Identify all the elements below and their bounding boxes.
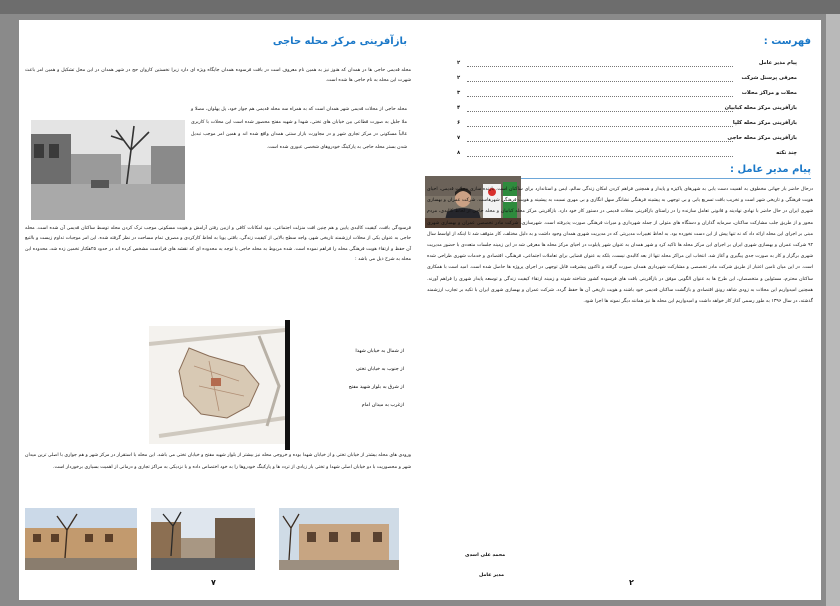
toc-item-page: ۲ [457, 75, 461, 81]
street-photo-1 [31, 120, 185, 220]
boundary-item: ازغرب به میدان امام [361, 402, 404, 408]
toc-item-page: ۶ [457, 120, 461, 126]
toc-item[interactable] [457, 105, 797, 117]
message-title-underline [517, 178, 811, 179]
toc-item-label: بازآفرینی مرکز محله کلپا [732, 120, 797, 126]
signature-name: محمد علی اسدی [465, 552, 506, 558]
toc-item-label: محلات و مراکز محلات [741, 90, 797, 96]
map-divider-bar [285, 320, 290, 450]
toc-item-label: معرفی پرسنل شرکت [741, 75, 797, 81]
vertical-scrollbar[interactable] [826, 14, 840, 606]
toc-item[interactable] [457, 75, 797, 87]
street-photo-2 [25, 508, 137, 570]
boundary-item: از شرق به بلوار شهید مفتح [348, 384, 404, 390]
paragraph-middle: فرسودگی بافت، کیفیت کالبدی پایین و هم چنین افت منزلت اجتماعی، نبود امکانات کافی و ازبین رفتن آرامش و هویت مسکونی موجب ترک کردن محله توسط ساکنان قدیمی آن شده است. محله حاجی به عنوان یکی از محلات ارزشمند تاریخی شهر، واجد سطح بالایی از کیفیت زندگی، بافتی پویا به لحاظ کارکردی و مصرف تمام مساحت در نظر گرفته شده. این امر موجبات تداوم زیست و بالتبع آن حفظ و ارتقاء هویت فرهنگی محله را فراهم نموده است. شده مربوط به محله حاجی با توجه به محدوده ای که نقشه های فرادست مشخص کرده اند در حدود ۲۵هکتار تخمین زده شد، محدوده این محله به شرح ذیل می باشد : [25, 226, 412, 263]
toc-item[interactable] [457, 150, 797, 162]
toc-item[interactable] [457, 60, 797, 72]
viewer-topbar [0, 0, 840, 14]
message-body: درحال حاضر بار جهانی مخطوف به اهمیت دست یابی به شهرهای پاکیزه و پایدار و همچنین فراهم کردن امکان زندگی سالم، ایمن و استاندارد برای ساکنان است. بازنده سازی محلات قدیمی، احیای هویت فرهنگی و تاریخی شهر است و تخریب بافت تسریع یابی و بی توجهی به پیشینه فرهنگی نشانگر سهل انگاری و بی مهری نسبت به پیشینه و هویت فرهنگی شهرهاست. شرکت عمران و بهسازی شهری ایران در حال حاضر با نهادی نهادینه و قانونی تعامل سازنده را در راستای بازآفرینی محلات قدیمی در دستور کار خود دارد. بازآفرینی مرکز محله کبابیان و محله حاجی از لحاظ کالبدی، مردم محور و از طریق جلب مشارکت ساکنان، سرمایه گذاران و دستگاه های متولی از جمله شهرداری و میراث فرهنگی صورت پذیرفته است. شهرسازی، شرکت مادر تخصصی عمران و بهسازی شهری مبنی بر اجرای این محله ارائه داد که نه تنها پیش از این دست نخورده بود. به لحاظ تغییرات مدیریتی که در مدیریت شهری همدان وجود داشت و به دلیل مختلف، کار متوقف شد تا اینکه از اواسط سال ۹۲ شرکت عمران و بهسازی شهری ایران بر اجرای این مرکز محله ها تاکید کرد و شهر همدان به عنوان شهر پایلوت در احیای مرکز محله ها معرفی شد در این زمینه جلسات متعددی با حضور مدیریت شهری برگزار و کار به صورت جدی پیگیری و آغاز شد. انتخاب این مراکز محله تنها از بعد کالبدی نیست، بلکه به عنوان فضایی برای تعاملات اجتماعی، فرهنگی، اقتصادی و خدمات شهری طراحی شده است. در این میان تامین اعتبار از طریق شرکت مادر تخصصی و مشارکت شهرداری همدان صورت گرفته و تاکنون پیشرفت قابل توجهی در اجرای پروژه ها حاصل شده است. امید است با همکاری ساکنان محترم، مسئولین و متخصصان، این طرح ها به عنوان الگویی موفق در بازآفرینی بافت های فرسوده کشور شناخته شوند و زمینه ارتقاء کیفیت زندگی و توسعه پایدار شهری را فراهم آورند. همچنین امیدواریم این محلات به زودی شاهد رونق اقتصادی و بازگشت ساکنان قدیمی خود باشند و هویت تاریخی آن ها حفظ گردد. شرکت عمران و بهسازی شهری ایران با تکیه بر تجارب ارزشمند گذشته، در سال ۱۳۹۶ به طور رسمی آغاز کار خواهد داشت و امیدواریم این محله ها نیز همانند دیگر نمونه ها اجرا شود. [427, 187, 813, 305]
toc-item[interactable] [457, 135, 797, 147]
paragraph-bottom: ورودی های محله بیشتر از خیابان تختی و از خیابان شهدا بوده و خروجی محله نیز بیشتر از بلوار شهید مفتح و خیابان تختی می باشد. این محله با استقرار در مرکز شهر و هم جواری با اصلی ترین میدان شهر و محصوریت با دو خیابان اصلی شهدا و تختی بار زیادی از تردد ها و پارکینگ خودروها را به خود اختصاص داده و با نزدیکی به مراکز تجاری و درمانی از اهمیت بسیاری برخوردار است. [25, 453, 411, 470]
toc-item-label: چند نکته [776, 150, 797, 156]
toc-item-page: ۷ [457, 135, 461, 141]
signature-role: مدیر عامل [479, 572, 505, 578]
toc-title: فهرست : [763, 36, 811, 47]
toc-item-page: ۳ [457, 90, 461, 96]
boundary-item: از شمال به خیابان شهدا [355, 348, 404, 354]
article-title: بازآفرینی مرکز محله حاجی [272, 36, 407, 47]
street-photo-4 [279, 508, 399, 570]
toc-item-label: بازآفرینی مرکز محله حاجی [727, 135, 797, 141]
toc-item-label: پیام مدیر عامل [758, 60, 797, 66]
right-page [421, 20, 821, 600]
toc-item-page: ۲ [457, 60, 461, 66]
street-photo-3 [151, 508, 255, 570]
page-number-right: ۲ [629, 578, 634, 587]
toc-item[interactable] [457, 90, 797, 102]
toc-item-label: بازآفرینی مرکز محله کبابیان [724, 105, 797, 111]
neighborhood-map [149, 326, 285, 444]
intro-paragraph: محله قدیمی حاجی ها در همدان که هنوز نیز به همین نام معروف است در بافت فرسوده همدان جایگاه ویژه ای دارد زیرا نخستین کاروان حج در شهر همدان در این محل تشکیل و همین امر باعث شهرت این محله به نام حاجی ها شده است. [25, 68, 411, 84]
boundary-item: از جنوب به خیابان تختی [355, 366, 404, 372]
boundary-list [304, 342, 404, 414]
left-page [19, 20, 421, 600]
message-title: پیام مدیر عامل : [729, 164, 811, 175]
paragraph-top: محله حاجی از محلات قدیمی شهر همدان است که به همراه سه محله قدیمی هم جوار خود، پل پهلوان، مصلا و ملا جلیل به صورت قطاعی بین خیابان های تختی، شهدا و شهید مفتح محصور شده است این محلات با کاربری غالباً مسکونی در مرکز تجاری شهر و در مجاورت بازار سنتی همدان واقع شده اند و همین امر موجب تبدیل شدن بستر محله حاجی به پارکینگ خودروهای شخصی عبوری شده است. [191, 107, 407, 150]
toc-item-page: ۸ [457, 150, 461, 156]
toc-item-page: ۴ [457, 105, 461, 111]
page-number-left: ۷ [211, 578, 216, 587]
toc-item[interactable] [457, 120, 797, 132]
